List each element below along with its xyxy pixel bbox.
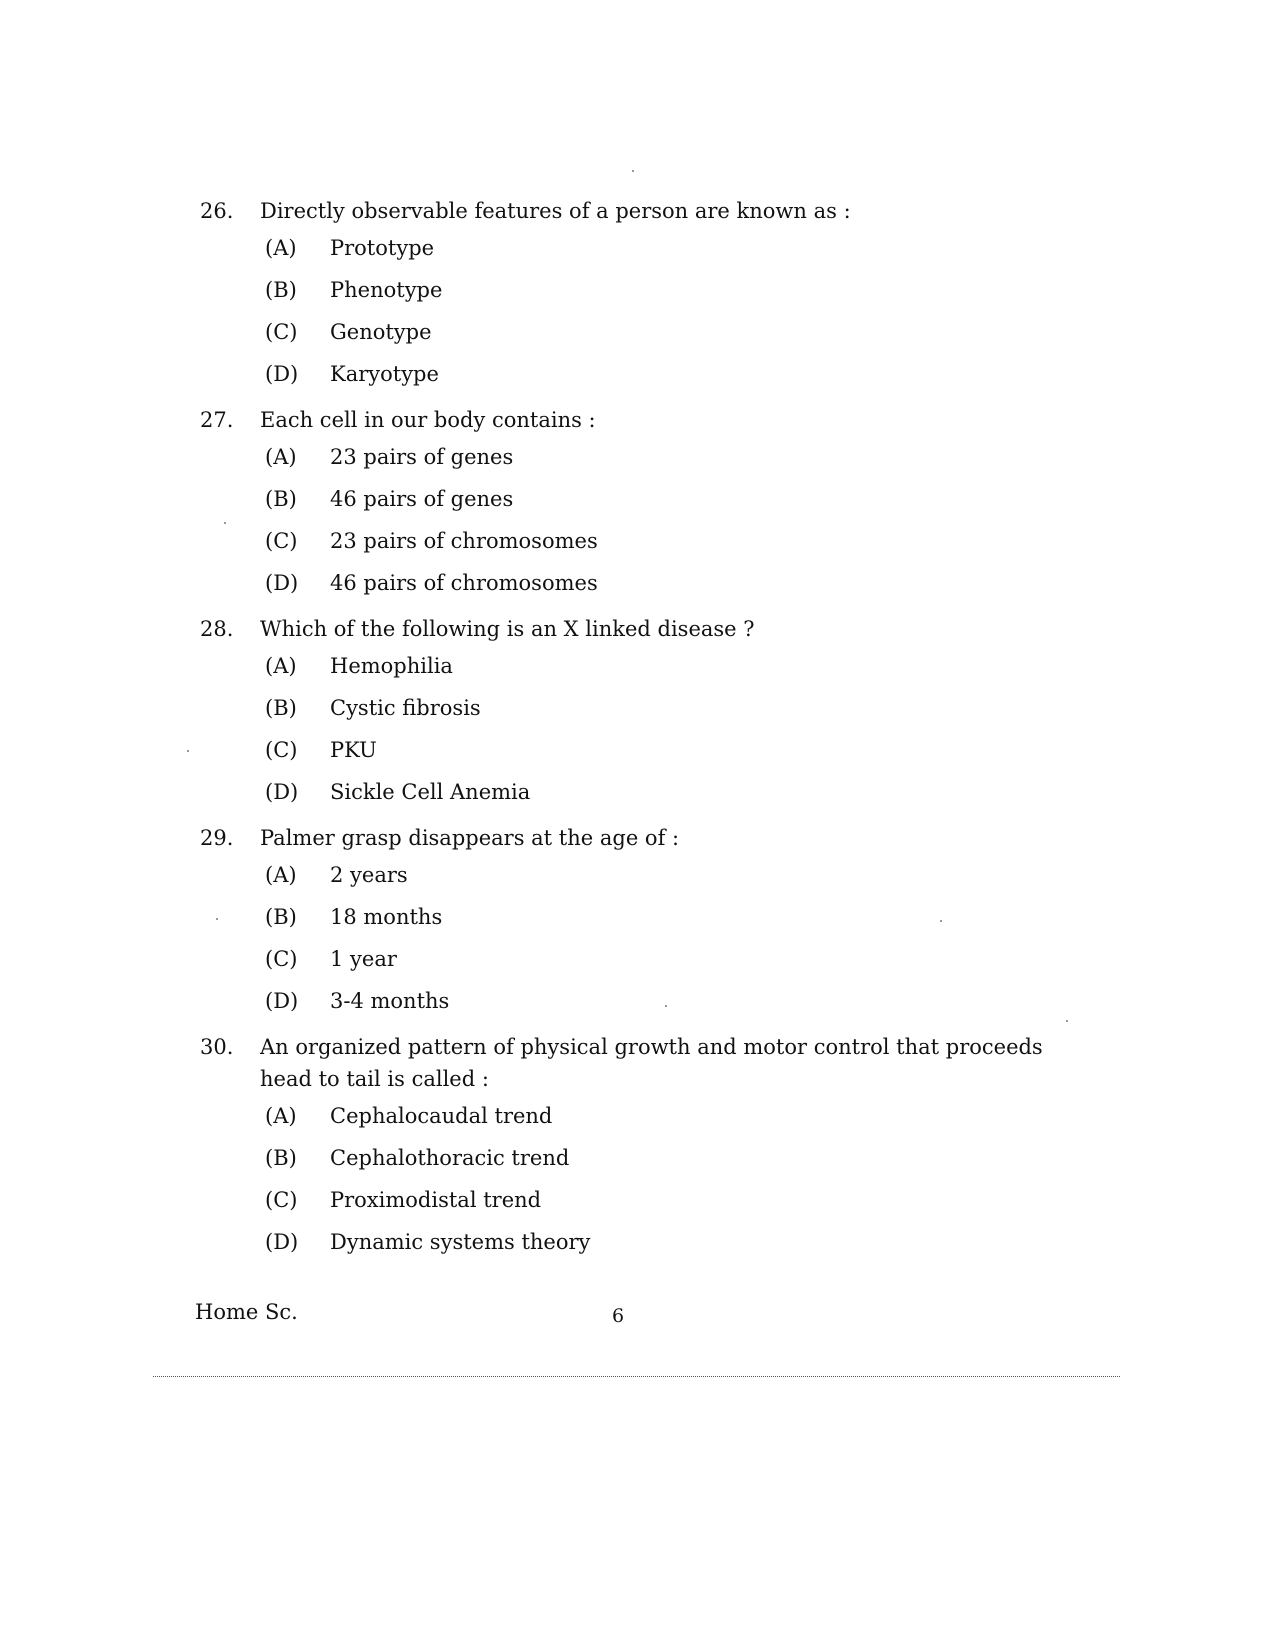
- option-text: 18 months: [330, 905, 443, 929]
- option-letter: (A): [265, 445, 297, 469]
- question-stem: [200, 822, 1080, 854]
- question-text: Which of the following is an X linked disease ?: [260, 617, 755, 641]
- question-number: 27.: [200, 408, 234, 432]
- option-text: 1 year: [330, 947, 397, 971]
- option-letter: (B): [265, 1146, 297, 1170]
- question-stem: [200, 613, 1080, 645]
- dotted-divider: [153, 1376, 1120, 1377]
- option-a: [265, 227, 1080, 269]
- scan-speck: [632, 170, 634, 172]
- question-29: [200, 822, 1080, 1022]
- scan-speck: [1066, 1020, 1068, 1022]
- option-b: [265, 896, 1080, 938]
- option-text: Dynamic systems theory: [330, 1230, 591, 1254]
- option-letter: (B): [265, 278, 297, 302]
- option-letter: (A): [265, 236, 297, 260]
- footer-subject: Home Sc.: [195, 1300, 298, 1324]
- option-text: Cystic fibrosis: [330, 696, 481, 720]
- option-text: 23 pairs of chromosomes: [330, 529, 598, 553]
- option-letter: (B): [265, 905, 297, 929]
- option-letter: (C): [265, 1188, 298, 1212]
- option-letter: (B): [265, 487, 297, 511]
- option-letter: (B): [265, 696, 297, 720]
- option-c: [265, 938, 1080, 980]
- option-letter: (C): [265, 738, 298, 762]
- option-letter: (D): [265, 362, 299, 386]
- option-c: [265, 1179, 1080, 1221]
- question-30: [200, 1031, 1080, 1263]
- question-text: Palmer grasp disappears at the age of :: [260, 826, 680, 850]
- question-28: [200, 613, 1080, 813]
- option-b: [265, 478, 1080, 520]
- option-text: Hemophilia: [330, 654, 453, 678]
- option-a: [265, 436, 1080, 478]
- option-d: [265, 562, 1080, 604]
- option-b: [265, 1137, 1080, 1179]
- option-d: [265, 980, 1080, 1022]
- option-text: 23 pairs of genes: [330, 445, 514, 469]
- option-letter: (C): [265, 947, 298, 971]
- question-26: [200, 195, 1080, 395]
- option-text: Prototype: [330, 236, 435, 260]
- question-text: Directly observable features of a person are known as :: [260, 199, 851, 223]
- option-text: Genotype: [330, 320, 432, 344]
- option-a: [265, 1095, 1080, 1137]
- question-27: [200, 404, 1080, 604]
- question-number: 28.: [200, 617, 234, 641]
- option-text: Cephalocaudal trend: [330, 1104, 553, 1128]
- option-c: [265, 520, 1080, 562]
- option-text: 3-4 months: [330, 989, 450, 1013]
- scan-speck: [187, 750, 189, 752]
- option-letter: (A): [265, 1104, 297, 1128]
- option-text: 2 years: [330, 863, 408, 887]
- option-text: Proximodistal trend: [330, 1188, 542, 1212]
- question-number: 29.: [200, 826, 234, 850]
- question-number: 30.: [200, 1035, 234, 1059]
- option-letter: (D): [265, 989, 299, 1013]
- scan-speck: [224, 522, 226, 524]
- option-d: [265, 771, 1080, 813]
- option-text: 46 pairs of genes: [330, 487, 514, 511]
- option-b: [265, 269, 1080, 311]
- option-a: [265, 645, 1080, 687]
- option-d: [265, 1221, 1080, 1263]
- option-c: [265, 729, 1080, 771]
- question-text: An organized pattern of physical growth and motor control that proceeds head to tail is called :: [260, 1035, 1043, 1091]
- option-b: [265, 687, 1080, 729]
- option-text: 46 pairs of chromosomes: [330, 571, 598, 595]
- option-d: [265, 353, 1080, 395]
- question-stem: [200, 195, 1080, 227]
- option-text: Cephalothoracic trend: [330, 1146, 570, 1170]
- option-text: PKU: [330, 738, 377, 762]
- option-text: Karyotype: [330, 362, 439, 386]
- option-a: [265, 854, 1080, 896]
- option-c: [265, 311, 1080, 353]
- question-text: Each cell in our body contains :: [260, 408, 596, 432]
- question-number: 26.: [200, 199, 234, 223]
- question-stem: [200, 404, 1080, 436]
- page-number: 6: [612, 1305, 625, 1327]
- option-letter: (A): [265, 863, 297, 887]
- option-text: Sickle Cell Anemia: [330, 780, 531, 804]
- option-letter: (C): [265, 320, 298, 344]
- scan-speck: [216, 918, 218, 920]
- scan-speck: [665, 1005, 667, 1007]
- option-letter: (D): [265, 780, 299, 804]
- option-text: Phenotype: [330, 278, 443, 302]
- option-letter: (D): [265, 1230, 299, 1254]
- option-letter: (A): [265, 654, 297, 678]
- option-letter: (C): [265, 529, 298, 553]
- question-stem: [200, 1031, 1080, 1095]
- option-letter: (D): [265, 571, 299, 595]
- scan-speck: [940, 920, 942, 922]
